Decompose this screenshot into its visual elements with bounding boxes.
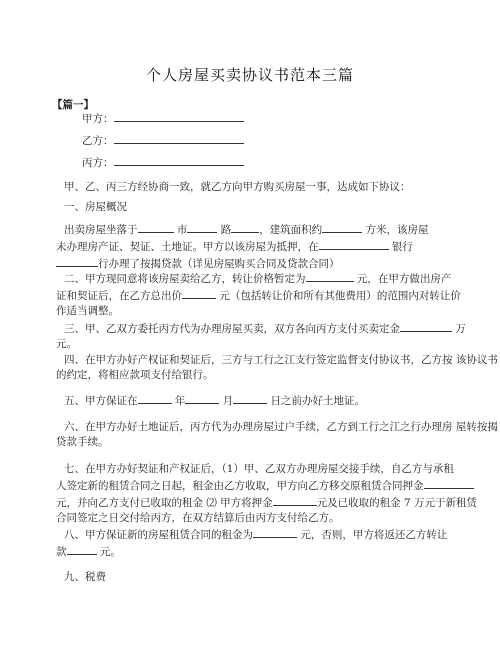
heading-taxes: 九、税费 [64,571,106,583]
party-a-line [82,110,440,126]
clause-5: 五、甲方保证在 年 月 日之前办好土地证。 [64,392,438,409]
party-a-label: 甲方： [82,113,114,125]
party-a-blank [114,110,244,122]
section-label: 【篇一】 [52,99,94,111]
clause-3: 三、甲、乙双方委托丙方代为办理房屋买卖，双方各向丙方支付买卖定金 万 元。 [64,320,438,352]
party-b-blank [114,132,244,144]
party-c-blank [114,154,244,166]
party-b-label: 乙方： [82,135,114,147]
party-b-line [82,132,440,148]
party-c-line [82,154,440,170]
clause-2: 二、甲方现同意将该房屋卖给乙方，转让价格暂定为 元，在甲方做出房产 证和契证后，在乙方总出价 元（包括转让价和所有其他费用）的范围内对转让价 作适当调整。 [64,270,438,319]
clause-7: 七、在甲方办好契证和产权证后，（1）甲、乙双方办理房屋交接手续，自乙方与承租 人签定新的租赁合同之日起，租金由乙方收取，甲方向乙方移交原租赁合同押金 元，并向乙方支付已收取的租金 ⑵ 甲方将押金 元及已收取的租金 7 万元于新租赁 合同签定之日交付给丙方，在双方结算后由丙方支付给乙方。 [56,463,478,524]
clause-8: 八、甲方保证新的房屋租赁合同的租金为 元，否则，甲方将返还乙方转让 款 元。 [64,526,438,560]
heading-house-overview: 一、房屋概况 [64,201,127,213]
clause-4: 四、在甲方办好产权证和契证后，三方与工行之江支行签定监督支付协议书，乙方按 该协议书 的约定，将相应款项支付给银行。 [56,354,498,381]
intro-paragraph: 甲、乙、丙三方经协商一致，就乙方向甲方购买房屋一事，达成如下协议： [64,181,411,193]
clause-6: 六、在甲方办好土地证后，丙方代为办理房屋过户手续，乙方到工行之江之行办理房 屋转按揭 贷款手续。 [56,421,498,448]
clause-1: 出卖房屋坐落于 市 路 ，建筑面积约 方米，该房屋 未办理房产证、契证、土地证。甲方以该房屋为抵押，在 银行 行办理了按揭贷款（详见房屋购买合同及贷款合同） [64,221,438,272]
document-title: 个人房屋买卖协议书范本三篇 [145,66,354,84]
party-c-label: 丙方： [82,157,114,169]
